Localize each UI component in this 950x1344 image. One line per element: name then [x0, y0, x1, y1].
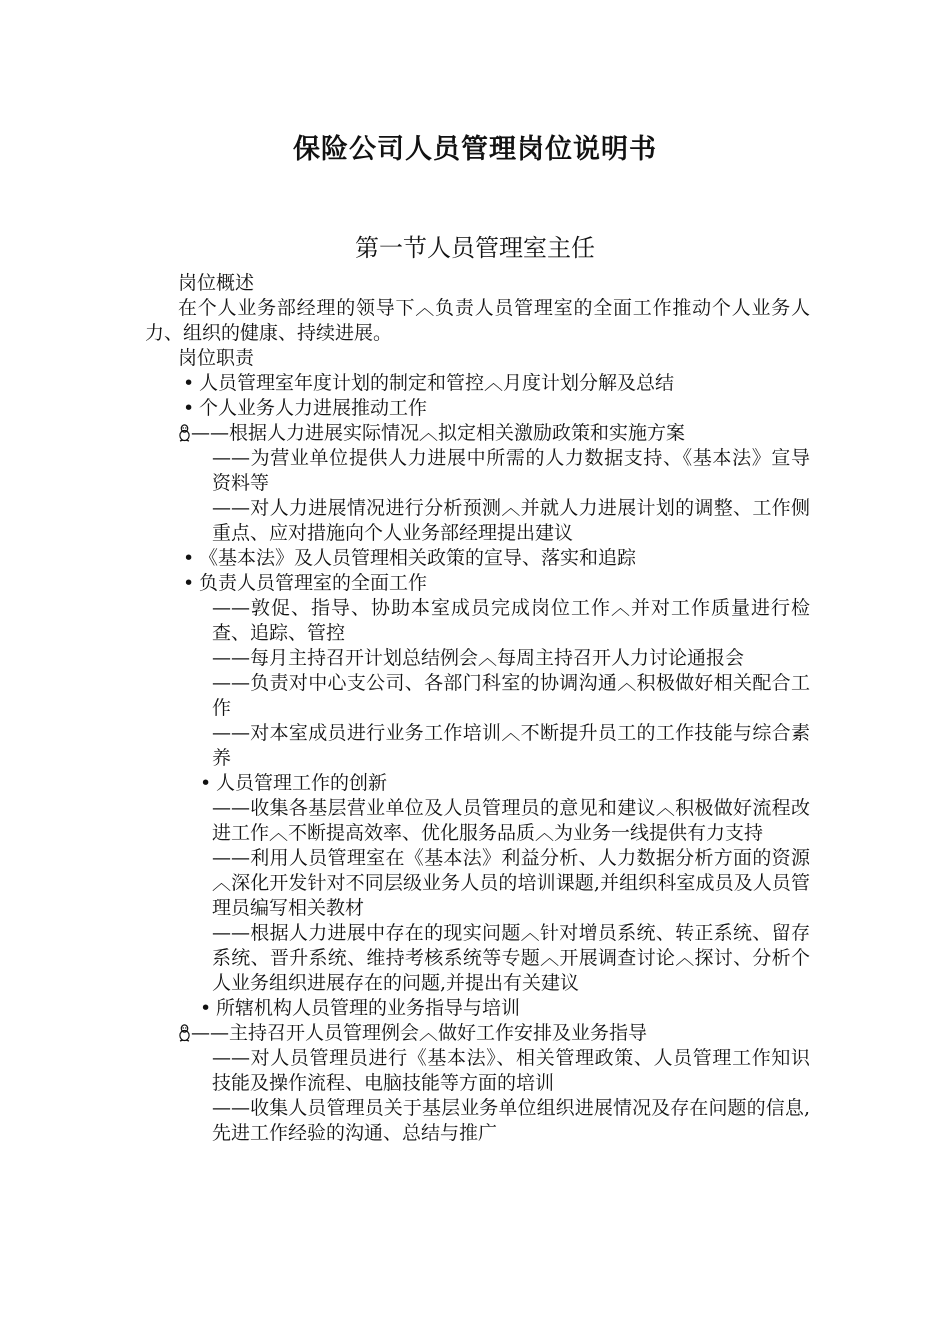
duty-bullet-item	[145, 996, 810, 1021]
dash-prefix: ——	[212, 722, 250, 744]
duty-bullet-item	[145, 571, 810, 596]
dash-prefix: ——	[212, 922, 250, 944]
duties-label: 岗位职责	[178, 347, 255, 369]
document-body	[145, 271, 810, 1146]
subitem-text: 主持召开人员管理例会︿做好工作安排及业务指导	[229, 1022, 648, 1044]
dash-prefix: ——	[212, 1047, 250, 1069]
dash-prefix: ——	[212, 847, 250, 869]
subitem-text: 敦促、指导、协助本室成员完成岗位工作︿并对工作质量进行检查、追踪、管控	[212, 597, 810, 644]
bullet-dot: •	[200, 997, 212, 1019]
duty-subitem	[145, 846, 810, 921]
subitem-text: 对本室成员进行业务工作培训︿不断提升员工的工作技能与综合素养	[212, 722, 810, 769]
duty-subitem	[145, 921, 810, 996]
duty-subitem	[145, 796, 810, 846]
subitem-text: 每月主持召开计划总结例会︿每周主持召开人力讨论通报会	[250, 647, 745, 669]
subitem-text: 对人员管理员进行《基本法》、相关管理政策、人员管理工作知识技能及操作流程、电脑技能等方面的培训	[212, 1047, 810, 1094]
dash-prefix: ——	[212, 1097, 250, 1119]
dash-prefix: ——	[212, 497, 250, 519]
subitem-text: 收集各基层营业单位及人员管理员的意见和建议︿积极做好流程改进工作︿不断提高效率、优化服务品质︿为业务一线提供有力支持	[212, 797, 810, 844]
subitem-text: 为营业单位提供人力进展中所需的人力数据支持、《基本法》宣导资料等	[212, 447, 810, 494]
bullet-dot: •	[183, 372, 195, 394]
dash-prefix: ——	[212, 672, 250, 694]
dash-prefix: ——	[191, 422, 229, 444]
duty-bullet-item	[145, 546, 810, 571]
document-title: 保险公司人员管理岗位说明书	[293, 134, 657, 165]
duty-icon-subitem	[145, 421, 810, 446]
penguin-icon	[178, 424, 191, 442]
duty-subitem	[145, 646, 810, 671]
overview-label: 岗位概述	[178, 272, 255, 294]
duty-bullet-item	[145, 396, 810, 421]
duty-subitem	[145, 596, 810, 646]
dash-prefix: ——	[212, 797, 250, 819]
duty-subitem	[145, 671, 810, 721]
duty-item-text: 所辖机构人员管理的业务指导与培训	[216, 997, 521, 1019]
duty-item-text: 《基本法》及人员管理相关政策的宣导、落实和追踪	[199, 547, 637, 569]
duty-bullet-item	[145, 371, 810, 396]
subitem-text: 根据人力进展实际情况︿拟定相关激励政策和实施方案	[229, 422, 686, 444]
duty-item-text: 个人业务人力进展推动工作	[199, 397, 428, 419]
bullet-dot: •	[200, 772, 212, 794]
duty-subitem	[145, 446, 810, 496]
subitem-text: 收集人员管理员关于基层业务单位组织进展情况及存在问题的信息,先进工作经验的沟通、总结与推广	[212, 1097, 810, 1144]
bullet-dot: •	[183, 397, 195, 419]
dash-prefix: ——	[212, 447, 250, 469]
duty-item-text: 人员管理室年度计划的制定和管控︿月度计划分解及总结	[199, 372, 675, 394]
subitem-text: 对人力进展情况进行分析预测︿并就人力进展计划的调整、工作侧重点、应对措施向个人业务部经理提出建议	[212, 497, 810, 544]
duty-icon-subitem	[145, 1021, 810, 1046]
duty-item-text: 人员管理工作的创新	[216, 772, 388, 794]
bullet-dot: •	[183, 547, 195, 569]
subitem-text: 利用人员管理室在《基本法》利益分析、人力数据分析方面的资源︿深化开发针对不同层级业务人员的培训课题,并组织科室成员及人员管理员编写相关教材	[212, 847, 810, 919]
dash-prefix: ——	[212, 647, 250, 669]
subitem-text: 根据人力进展中存在的现实问题︿针对增员系统、转正系统、留存系统、晋升系统、维持考核系统等专题︿开展调查讨论︿探讨、分析个人业务组织进展存在的问题,并提出有关建议	[212, 922, 810, 994]
duty-subitem	[145, 496, 810, 546]
penguin-icon	[178, 1024, 191, 1042]
duty-bullet-item	[145, 771, 810, 796]
duty-subitem	[145, 721, 810, 771]
duty-subitem	[145, 1096, 810, 1146]
dash-prefix: ——	[212, 597, 250, 619]
section-title: 第一节人员管理室主任	[355, 234, 595, 262]
duty-item-text: 负责人员管理室的全面工作	[199, 572, 428, 594]
overview-paragraph: 在个人业务部经理的领导下︿负责人员管理室的全面工作推动个人业务人力、组织的健康、持续进展。	[145, 297, 810, 344]
bullet-dot: •	[183, 572, 195, 594]
subitem-text: 负责对中心支公司、各部门科室的协调沟通︿积极做好相关配合工作	[212, 672, 810, 719]
dash-prefix: ——	[191, 1022, 229, 1044]
duty-subitem	[145, 1046, 810, 1096]
